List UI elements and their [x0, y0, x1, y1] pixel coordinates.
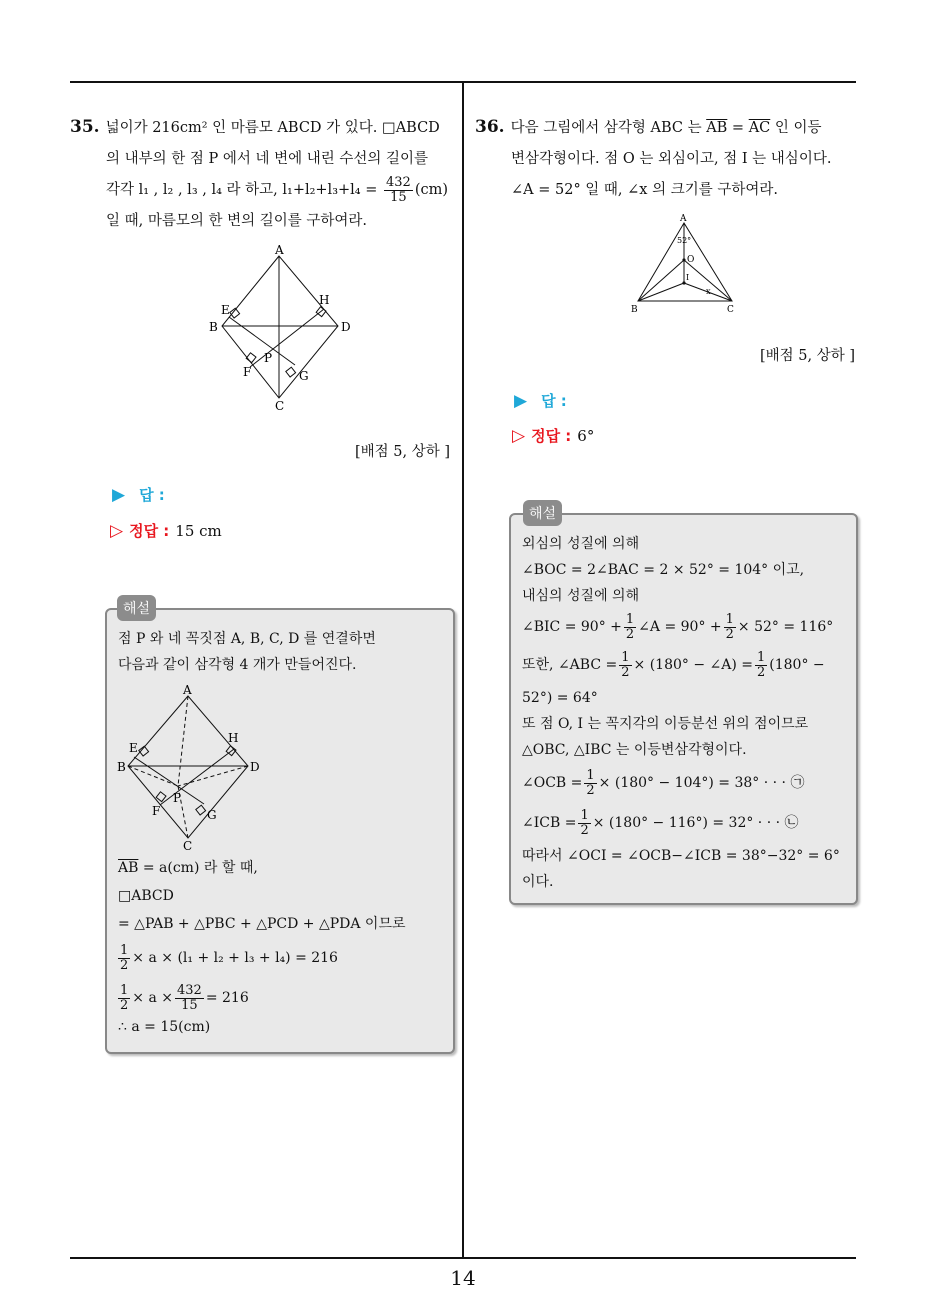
sol35-line1: 점 P 와 네 꼭짓점 A, B, C, D 를 연결하면 [118, 631, 376, 647]
fig36-label-a: A [680, 214, 687, 224]
problem-36-number: 36. [475, 117, 505, 137]
fig36-label-angle: 52° [677, 236, 692, 245]
fig36-label-i: I [686, 273, 690, 282]
problem-36-solution-lines [522, 531, 840, 895]
fig35s-label-e: E [129, 741, 138, 755]
sol35-line6: $\frac{1}{2}$ × a × (l₁ + l₂ + l₃ + l₄) = 216 [120, 942, 338, 973]
answer-triangle-icon: ▶ [514, 391, 528, 411]
fig35-label-f: F [243, 365, 252, 379]
problem-35-answer-row: ▶ 답 : [112, 485, 165, 505]
fig35s-label-p: P [173, 791, 182, 805]
problem-35-line1: 35. 넓이가 216cm² 인 마름모 ABCD 가 있다. □ABCD [70, 117, 440, 137]
column-divider [462, 83, 464, 1258]
sol35-line8: ∴ a = 15(cm) [118, 1019, 211, 1035]
sol36-line8: △OBC, △IBC 는 이등변삼각형이다. [522, 742, 747, 758]
fraction-432-15: $\frac{432}{15}$ [385, 174, 411, 205]
sol36-line7: 또 점 O, I 는 꼭지각의 이등분선 위의 점이므로 [522, 716, 809, 732]
problem-36-score: [배점 5, 상하 ] [760, 348, 856, 364]
fig35-label-e: E [221, 303, 230, 317]
fig35s-label-d: D [250, 760, 260, 774]
sol36-line6: 52°) = 64° [522, 690, 598, 706]
correct-triangle-icon: ▷ [110, 521, 124, 541]
fig35-label-c: C [275, 399, 285, 413]
sol36-line5: 또한, ∠ABC = $\frac{1}{2}$ × (180° − ∠A) = $\frac{1}{2}$ (180° − [522, 649, 825, 680]
sol35-line2: 다음과 같이 삼각형 4 개가 만들어진다. [118, 657, 357, 673]
sol36-line10: ∠ICB = $\frac{1}{2}$ × (180° − 116°) = 32° · · · ㉡ [522, 807, 799, 838]
fig35-label-a: A [275, 243, 284, 257]
triangle-figure [626, 210, 744, 318]
fig35s-label-a: A [183, 683, 192, 697]
sol36-line12: 이다. [522, 874, 554, 890]
sol35-line5: = △PAB + △PBC + △PCD + △PDA 이므로 [118, 916, 406, 932]
sol36-line11: 따라서 ∠OCI = ∠OCB−∠ICB = 38°−32° = 6° [522, 848, 840, 864]
correct-triangle-icon: ▷ [512, 426, 526, 446]
fig36-label-x: x [706, 287, 711, 296]
problem-35-line2: 의 내부의 한 점 P 에서 네 변에 내린 수선의 길이를 [106, 151, 428, 167]
sol36-line2: ∠BOC = 2∠BAC = 2 × 52° = 104° 이고, [522, 562, 805, 578]
problem-36-solution-tag: 해설 [523, 500, 562, 526]
problem-36-answer-row: ▶ 답 : [514, 391, 567, 411]
sol35-line7: $\frac{1}{2}$ × a × $\frac{432}{15}$ = 216 [120, 982, 249, 1013]
sol35-line3: $\overline{AB} = a(cm)$ 라 할 때, [118, 860, 258, 876]
sol36-line9: ∠OCB = $\frac{1}{2}$ × (180° − 104°) = 38° · · · ㉠ [522, 767, 805, 798]
fig36-label-o: O [687, 255, 695, 265]
problem-35-score: [배점 5, 상하 ] [355, 444, 451, 460]
problem-35-number: 35. [70, 117, 100, 137]
problem-36-line1: 36. 다음 그림에서 삼각형 ABC 는 $\overline{AB} = \overline{AC}$ 인 이등 [475, 117, 822, 137]
sol35-line4: □ABCD [118, 888, 174, 904]
fig35-label-g: G [299, 369, 309, 383]
fig35s-label-g: G [207, 808, 217, 822]
bottom-rule [70, 1257, 856, 1259]
problem-35-correct-row: ▷ 정답 : 15 cm [110, 521, 222, 541]
fig35-label-h: H [319, 293, 330, 307]
answer-triangle-icon: ▶ [112, 485, 126, 505]
problem-36-line3: ∠A = 52° 일 때, ∠x 의 크기를 구하여라. [511, 182, 778, 198]
fig35-label-d: D [341, 320, 351, 334]
sol36-line3: 내심의 성질에 의해 [522, 588, 640, 604]
problem-36-text [475, 112, 860, 206]
problem-35-solution-tag: 해설 [117, 595, 156, 621]
fig36-label-c: C [727, 305, 734, 315]
problem-35-solution-lines-top [118, 626, 376, 678]
fig35s-label-c: C [183, 839, 193, 852]
fig35-label-p: P [264, 351, 273, 365]
problem-35-line4: 일 때, 마름모의 한 변의 길이를 구하여라. [106, 213, 367, 229]
problem-35-text [70, 112, 455, 237]
rhombus-solution-figure [116, 682, 266, 852]
fig36-label-b: B [631, 305, 638, 315]
sol36-line4: ∠BIC = 90° + $\frac{1}{2}$ ∠A = 90° + $\frac{1}{2}$ × 52° = 116° [522, 611, 834, 642]
fig35s-label-b: B [117, 760, 126, 774]
page-number: 14 [450, 1266, 476, 1290]
sol36-line1: 외심의 성질에 의해 [522, 536, 640, 552]
problem-36-line2: 변삼각형이다. 점 O 는 외심이고, 점 I 는 내심이다. [511, 151, 832, 167]
problem-35-line3: 각각 l₁ , l₂ , l₃ , l₄ 라 하고, l₁+l₂+l₃+l₄ = $\frac{432}{15}$ (cm) [106, 174, 448, 205]
rhombus-figure [200, 242, 360, 414]
fig35s-label-f: F [152, 804, 161, 818]
fig35-label-b: B [209, 320, 218, 334]
problem-35-solution-lines-bottom [118, 854, 406, 1036]
problem-36-correct-row: ▷ 정답 : 6° [512, 426, 595, 446]
fig35s-label-h: H [228, 731, 239, 745]
